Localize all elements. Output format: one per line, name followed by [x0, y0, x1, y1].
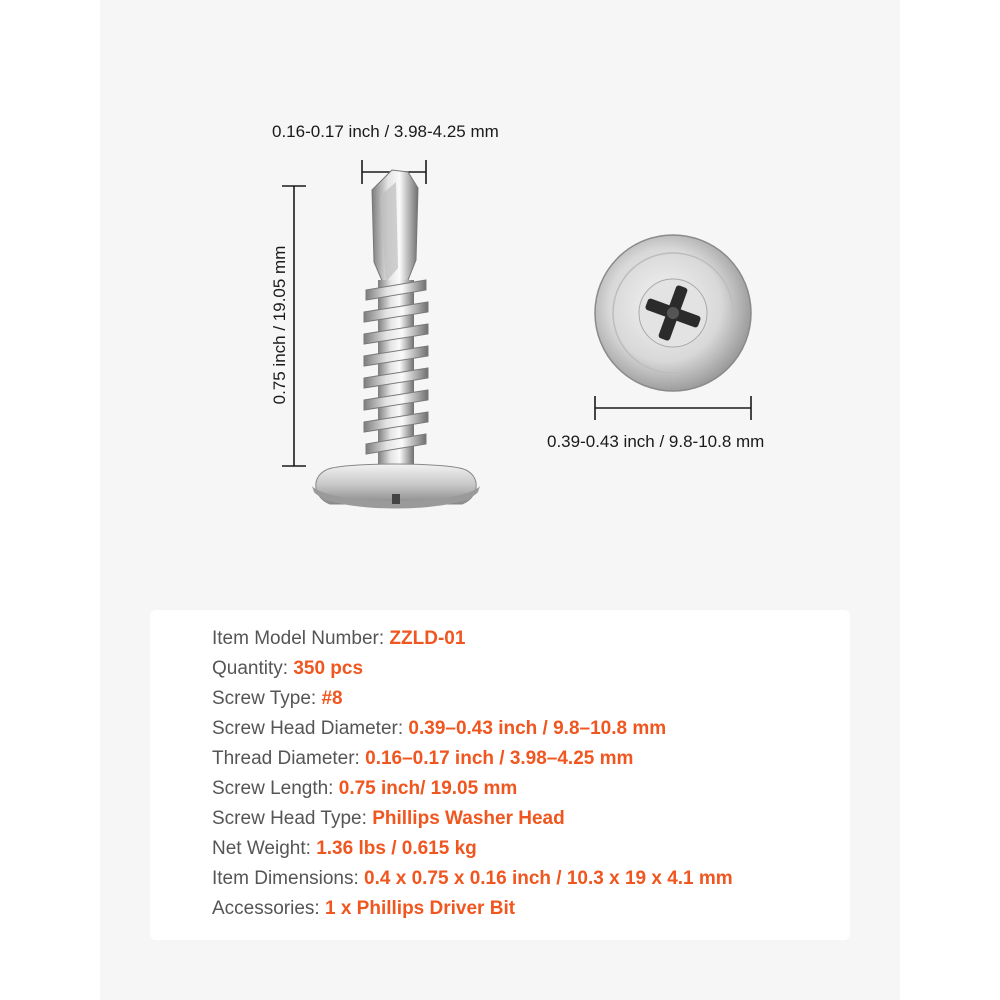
spec-row-screw-type: [212, 684, 733, 714]
spec-label: Item Dimensions:: [212, 868, 365, 889]
spec-label: Screw Type:: [212, 688, 322, 709]
head-dimension-line: [595, 396, 751, 420]
spec-value: ZZLD-01: [389, 628, 466, 649]
screw-side-view: [312, 170, 480, 509]
thread-diameter-label: 0.16-0.17 inch / 3.98-4.25 mm: [272, 122, 499, 141]
spec-value: 0.75 inch/ 19.05 mm: [338, 778, 518, 799]
spec-value: 1.36 lbs / 0.615 kg: [316, 838, 477, 859]
spec-row-screw-length: [212, 774, 733, 804]
spec-label: Screw Head Diameter:: [212, 718, 409, 739]
spec-label: Screw Head Type:: [212, 808, 373, 829]
spec-value: 350 pcs: [293, 658, 364, 679]
spec-value: 0.4 x 0.75 x 0.16 inch / 10.3 x 19 x 4.1 mm: [364, 868, 733, 889]
screw-head-top-view: [595, 235, 751, 391]
spec-row-quantity: [212, 654, 733, 684]
head-diameter-label: 0.39-0.43 inch / 9.8-10.8 mm: [547, 432, 765, 451]
spec-value: 1 x Phillips Driver Bit: [324, 898, 516, 919]
spec-label: Net Weight:: [212, 838, 317, 859]
spec-label: Thread Diameter:: [212, 748, 366, 769]
length-label: 0.75 inch / 19.05 mm: [270, 245, 289, 405]
spec-row-head-type: [212, 804, 733, 834]
spec-list: [212, 624, 733, 924]
spec-row-accessories: [212, 894, 733, 924]
spec-label: Accessories:: [212, 898, 325, 919]
spec-value: #8: [321, 688, 343, 709]
spec-row-model-number: [212, 624, 733, 654]
spec-label: Item Model Number:: [212, 628, 390, 649]
spec-card: [150, 610, 850, 940]
spec-label: Quantity:: [212, 658, 294, 679]
spec-label: Screw Length:: [212, 778, 339, 799]
spec-row-item-dimensions: [212, 864, 733, 894]
spec-value: 0.16–0.17 inch / 3.98–4.25 mm: [365, 748, 634, 769]
spec-value: 0.39–0.43 inch / 9.8–10.8 mm: [408, 718, 667, 739]
spec-row-thread-diameter: [212, 744, 733, 774]
spec-value: Phillips Washer Head: [372, 808, 565, 829]
spec-row-net-weight: [212, 834, 733, 864]
spec-row-head-diameter: [212, 714, 733, 744]
